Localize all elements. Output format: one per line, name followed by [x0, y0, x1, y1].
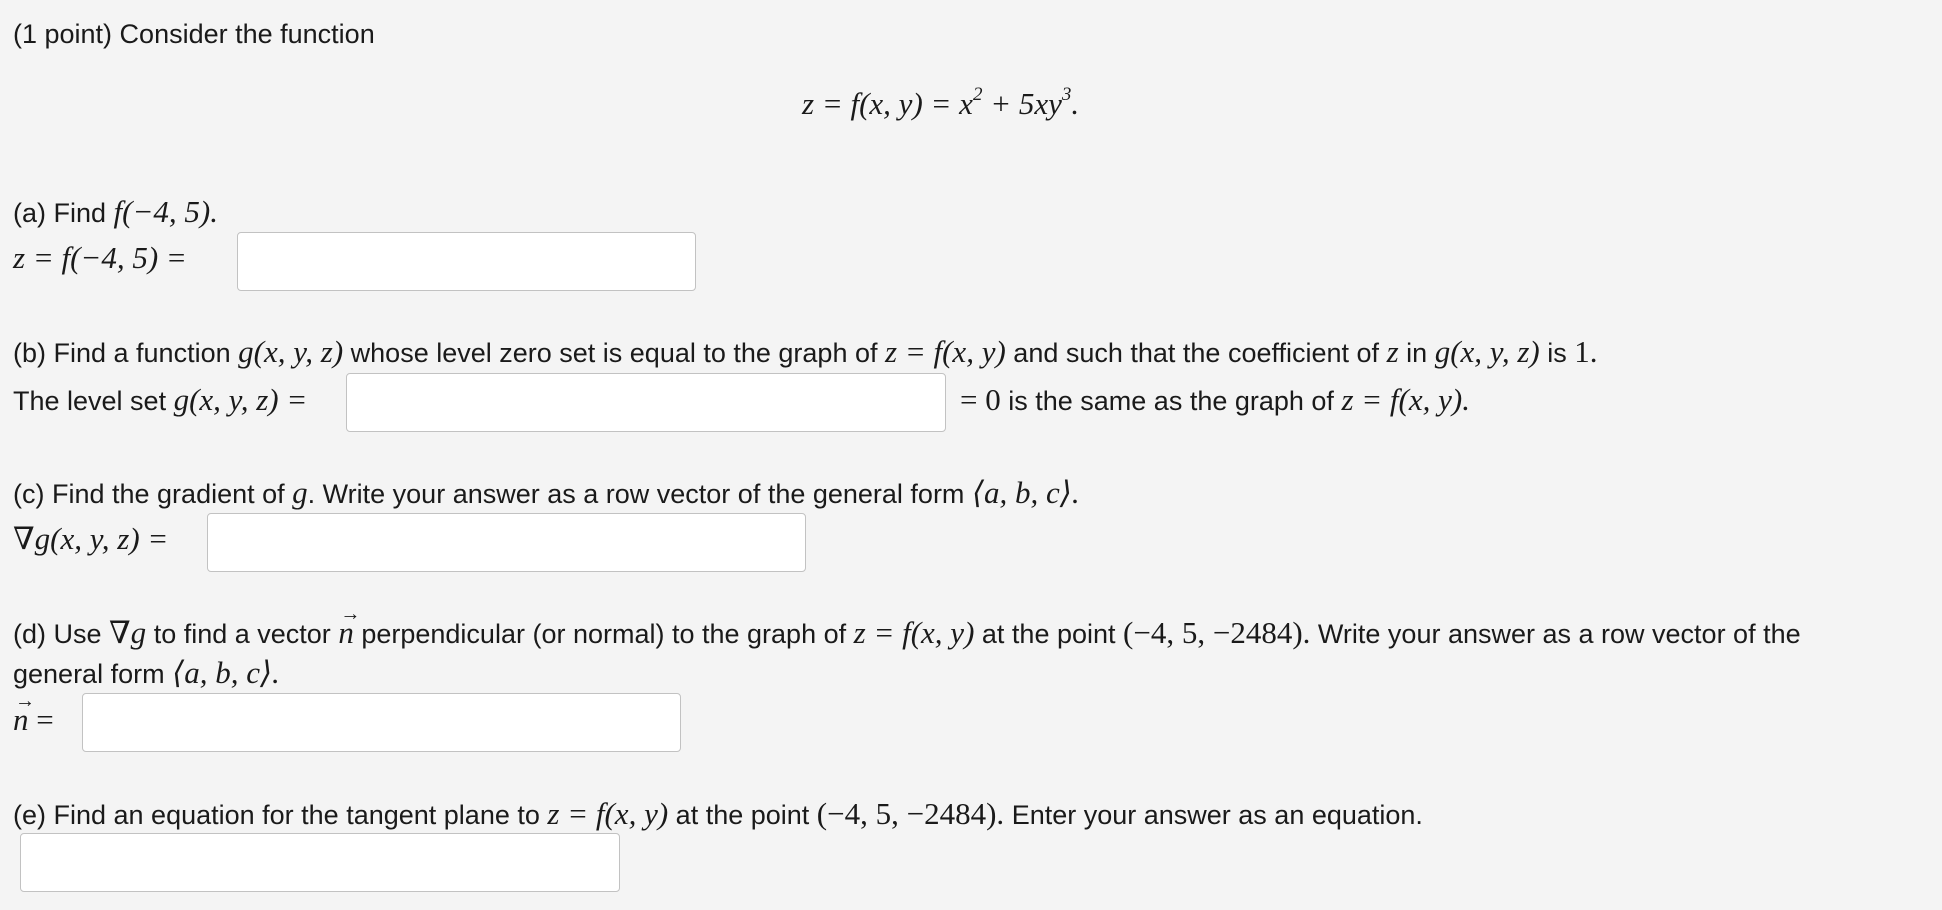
part-d-prompt-line1: (d) Use ∇g to find a vector → n perpendicular (or normal) to the graph of z = f(x, y) at the point (−4, 5, −2484). Write your answer as a row vector of the: [13, 613, 1801, 654]
part-a-math: f(−4, 5).: [113, 194, 218, 229]
part-c-answer-input[interactable]: [207, 513, 806, 572]
part-d-answer-input[interactable]: [82, 693, 681, 752]
function-equation: z = f(x, $y) = x^2 + 5xy^3$.: [802, 84, 1080, 121]
part-e-answer-input[interactable]: [20, 833, 620, 892]
part-d-answer-label: → n =: [13, 700, 54, 740]
part-b-answer-input[interactable]: [346, 373, 946, 432]
part-c-prompt: (c) Find the gradient of g. Write your answer as a row vector of the general form ⟨a, b, c⟩.: [13, 475, 1080, 510]
intro-text: [13, 14, 375, 54]
part-a-answer-input[interactable]: [237, 232, 696, 291]
part-e-prompt: (e) Find an equation for the tangent plane to z = f(x, y) at the point (−4, 5, −2484). Enter your answer as an equation.: [13, 796, 1423, 831]
part-d-prompt-line2: general form ⟨a, b, c⟩.: [13, 655, 280, 690]
part-a-answer-label: z = f(−4, 5) =: [13, 240, 187, 275]
part-c-answer-label: ∇g(x, y, z) =: [13, 521, 169, 556]
n-vector-symbol: → n: [13, 700, 29, 740]
part-a-prompt: (a) Find f(−4, 5).: [13, 194, 218, 229]
part-b-prompt: (b) Find a function g(x, y, z) whose level zero set is equal to the graph of z = f(x, y) and such that the coefficient of z in g(x, y, z) is 1.: [13, 334, 1598, 369]
intro-label: (1 point) Consider the function: [13, 19, 375, 49]
part-b-level-suffix: = 0 is the same as the graph of z = f(x, y).: [960, 382, 1470, 417]
part-b-level-label: The level set g(x, y, z) =: [13, 382, 308, 417]
